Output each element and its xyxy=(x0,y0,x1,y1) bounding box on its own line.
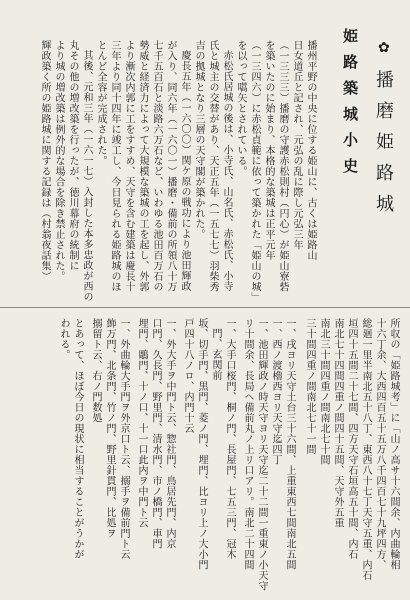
essay-title: 姫路築城小史 xyxy=(341,28,359,184)
record-line: 垣四十五間二十七間、四方天守石垣高五十間、内石 xyxy=(346,318,357,560)
record-line: 総廻一里半南北五十八丁、東西八十七丁天守五重、内石 xyxy=(360,318,371,581)
record-line: 一、大手口桜門、桐ノ門、長屋門、七五三門、冠木 xyxy=(224,318,235,560)
record-line: 三十間四重ノ間南北七十一間 xyxy=(304,318,315,455)
essay-line: より漸次内郭に工をすすめ、天守を含む建築は慶長十 xyxy=(123,40,134,292)
section-divider xyxy=(0,307,410,308)
record-line: 一、外大手ヲ中門ト云、惣社門、鳥居先門、内京 xyxy=(164,318,175,549)
essay-line: とんど全容が完成された。 xyxy=(95,40,106,166)
essay-line: より城の増改築は例外的な場合を除き禁止された。 xyxy=(53,40,64,282)
record-line: 一、池田輝政ノ時天守ヨリ天守迄二十二間一重東ノ小天守 xyxy=(256,318,267,591)
essay-line: 三年より同十四年に竣工し、今日見られる姫路城のほ xyxy=(109,40,120,292)
essay-line: 勢威と経済力によって大規模な築城の工を起し、外郭 xyxy=(137,40,148,292)
essay-line: 七千五百石と淡路六万石など、いわゆる池田百万石の xyxy=(151,40,162,292)
essay-line: が入り、同六年（一六〇一）播磨・備前の所領八十万 xyxy=(165,40,176,292)
record-line: 一、西ノ渡櫓西ヨリ天守迄四丁 xyxy=(270,318,281,465)
essay-line: 播州平野の中央に位する姫山に、古くは姫路山 xyxy=(305,40,316,261)
essay-line: 氏と城主の交替があり、天正五年（一五七七）羽柴秀 xyxy=(207,40,218,292)
record-line: 口門、久長門、野里門、清水門、市ノ橋門、車門 xyxy=(150,318,161,549)
record-line: リ十間余、長局ヘ備前丸ノ上リ口アリ。南北二十四間 xyxy=(242,318,253,570)
essay-line: 吉の拠城となり三層の天守閣が築かれた。 xyxy=(193,40,204,240)
rosette-crest-icon: ✿ xyxy=(378,40,390,56)
record-line: われる。 xyxy=(58,318,69,360)
essay-line: を以って嚆矢とされている。 xyxy=(235,40,246,177)
essay-line: 日女道丘と記され、元弘の乱に際し元弘三年 xyxy=(291,40,302,250)
essay-line: （一三四六）に赤松貞範に依って築かれた「姫山の城」 xyxy=(249,40,260,303)
record-line: 戸四十八ノロ、内門十云 xyxy=(182,318,193,434)
record-line: 飾万門、北条門、竹ノ門、野里針貫門、比処ヲ xyxy=(104,318,115,539)
essay-line: 丸その他の増改築を行ったが、徳川幕府の統制に xyxy=(67,40,78,271)
record-line: 一、戌ヨリ天守土台三十六間、上重東西七間南北五間 xyxy=(284,318,295,570)
record-line: 坂、切手門、黒門、菱ノ門、埋門、比ヨリ上ノ大小門 xyxy=(196,318,207,570)
essay-line: 赤松氏居城の後は、小寺氏、山名氏、赤松氏、小寺 xyxy=(221,50,232,292)
record-line: 搦留ト云、右ノ門数処 xyxy=(90,318,101,423)
page-heading: 播磨姫路城 xyxy=(373,70,394,225)
record-line: 埋門、鵰門、十ノ口、十一口此内ヲ中門ト云 xyxy=(136,318,147,528)
essay-line: を築いたのに始まり、本格的な築城は正平元年 xyxy=(263,40,274,261)
essay-line: 輝政築く所の姫路城に関する記録は（村翁夜話集） xyxy=(39,40,50,282)
record-line: 所収の「姫路城考」に「山ノ高サ十六間余、内曲輪相 xyxy=(388,318,399,570)
record-line: 十六丁余、大西四百五十五万八千四百七十九坪四方、 xyxy=(374,318,385,570)
essay-line: 慶長五年（一六〇〇）関ケ原の戦功により池田輝政 xyxy=(179,50,190,292)
record-line: 南北三十間四重ノ間南北七十間 xyxy=(318,318,329,465)
record-line: 門、玄関前 xyxy=(210,328,221,381)
essay-line: 其後、元和三年（一六一七）入封した本多忠政が西の xyxy=(81,50,92,302)
record-line: 一、外曲輪大手門ヲ外京口ト云、搦手ヲ備前門ト云 xyxy=(118,318,129,560)
record-line: とあって、ほぼ今日の現状に相当することがうかが xyxy=(72,318,83,560)
record-line: 南北七十四間四重ノ間四十五間、天守外五重 xyxy=(332,318,343,528)
essay-line: （一三三三）播磨の守護赤松則村（円心）が姫山寮砦 xyxy=(277,40,288,292)
